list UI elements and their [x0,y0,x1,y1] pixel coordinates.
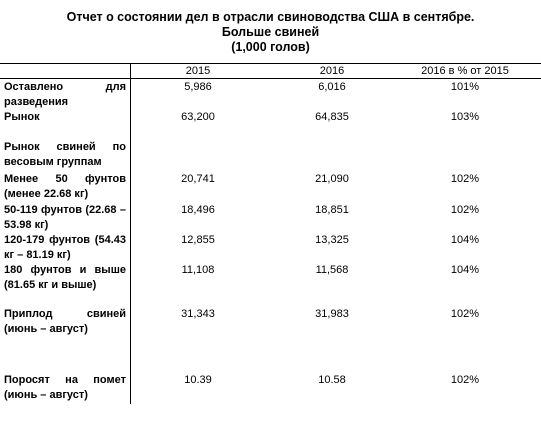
cell-2016: 13,325 [315,234,349,246]
cell-2015: 12,855 [181,234,215,246]
cell-2016: 64,835 [315,111,349,123]
cell-2016: 31,983 [315,308,349,320]
cell-percent: 104% [450,234,480,246]
cell-2016: 21,090 [315,173,349,185]
report-title: Отчет о состоянии дел в отрасли свиноводства США в сентябре. [66,10,475,24]
cell-2016: 11,568 [315,264,349,276]
cell-2016: 6,016 [318,81,346,93]
cell-percent: 102% [450,374,480,386]
cell-2015: 11,108 [181,264,215,276]
column-header-2015: 2015 [185,65,211,77]
label-column-divider [130,63,131,404]
row-label-weight-groups: Рынок свиней по весовым группам [4,141,126,168]
cell-percent: 102% [450,204,480,216]
cell-percent: 104% [450,264,480,276]
cell-2015: 63,200 [181,111,215,123]
row-label-180-plus: 180 фунтов и выше (81.65 кг и выше) [4,264,126,291]
column-header-percent: 2016 в % от 2015 [421,65,509,77]
cell-percent: 102% [450,173,480,185]
cell-2015: 10.39 [184,374,212,386]
cell-2015: 31,343 [181,308,215,320]
row-label-pigs-per-litter: Поросят на помет (июнь – август) [4,374,126,401]
cell-2015: 20,741 [181,173,215,185]
row-label-breeding: Оставлено для разведения [4,81,126,108]
cell-percent: 102% [450,308,480,320]
header-bottom-rule [0,78,541,79]
row-label-under-50: Менее 50 фунтов (менее 22.68 кг) [4,173,126,200]
cell-2015: 18,496 [181,204,215,216]
row-label-50-119: 50-119 фунтов (22.68 – 53.98 кг) [4,204,126,231]
row-label-120-179: 120-179 фунтов (54.43 кг – 81.19 кг) [4,234,126,261]
cell-2015: 5,986 [184,81,212,93]
cell-2016: 10.58 [318,374,346,386]
row-label-market: Рынок [4,111,40,123]
cell-percent: 103% [450,111,480,123]
cell-percent: 101% [450,81,480,93]
header-top-rule [0,63,541,64]
row-label-pig-crop: Приплод свиней (июнь – август) [4,308,126,335]
report-subtitle: Больше свиней [221,25,320,39]
report-units: (1,000 голов) [231,40,310,54]
cell-2016: 18,851 [315,204,349,216]
column-header-2016: 2016 [319,65,345,77]
